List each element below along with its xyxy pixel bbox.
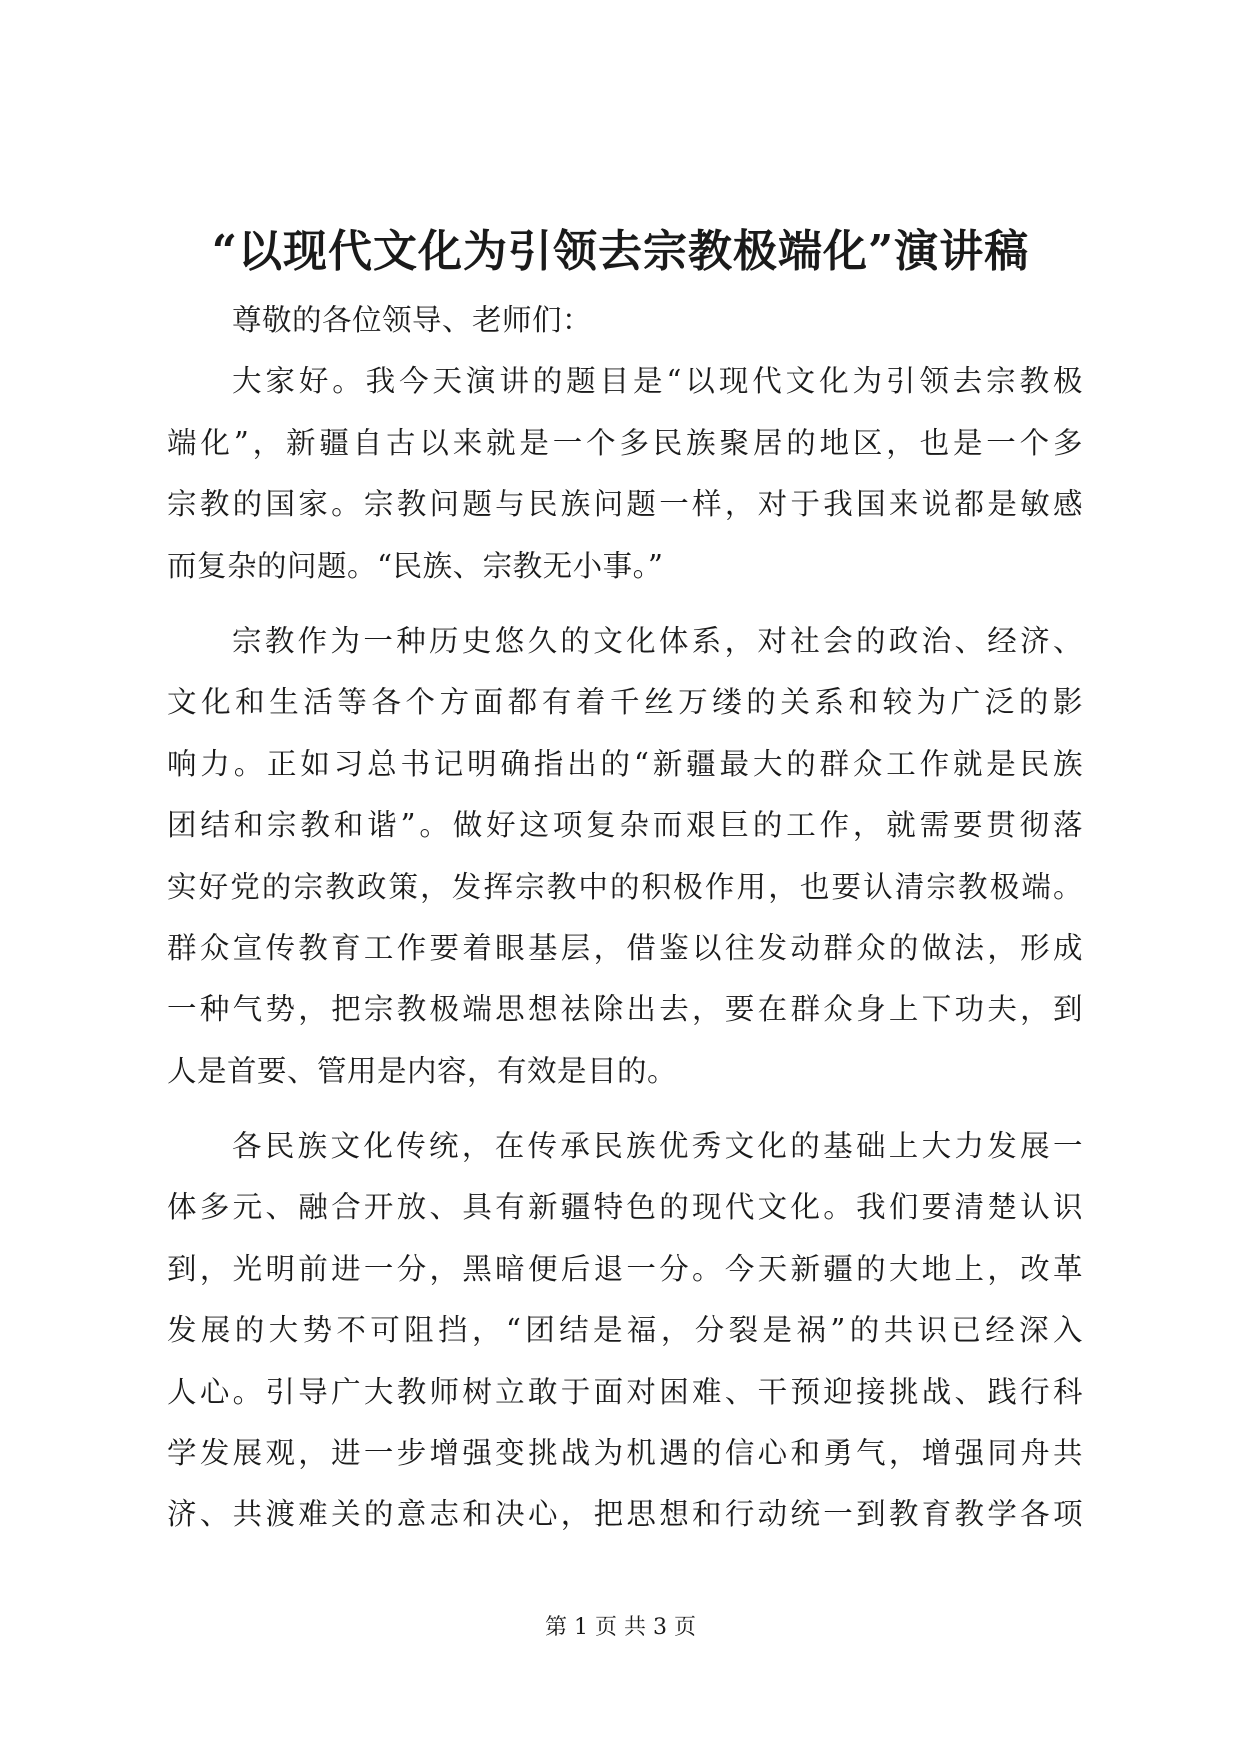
paragraph-3-line-4: 发展的大势不可阻挡，“团结是福，分裂是祸”的共识已经深入 (167, 1313, 1083, 1348)
paragraph-2-line-5: 实好党的宗教政策，发挥宗教中的积极作用，也要认清宗教极端。 (167, 869, 1083, 904)
page-number-footer: 第 1 页 共 3 页 (545, 1615, 696, 1640)
paragraph-1-line-4: 而复杂的问题。“民族、宗教无小事。” (167, 548, 664, 583)
paragraph-1-line-1: 大家好。我今天演讲的题目是“以现代文化为引领去宗教极 (232, 364, 1083, 399)
paragraph-1-line-2: 端化”，新疆自古以来就是一个多民族聚居的地区，也是一个多 (167, 425, 1083, 460)
paragraph-3-line-1: 各民族文化传统，在传承民族优秀文化的基础上大力发展一 (232, 1129, 1083, 1164)
paragraph-3-line-3: 到，光明前进一分，黑暗便后退一分。今天新疆的大地上，改革 (167, 1251, 1083, 1286)
paragraph-1-line-3: 宗教的国家。宗教问题与民族问题一样，对于我国来说都是敏感 (167, 487, 1083, 522)
paragraph-2-line-7: 一种气势，把宗教极端思想祛除出去，要在群众身上下功夫，到 (167, 992, 1083, 1027)
paragraph-2-line-2: 文化和生活等各个方面都有着千丝万缕的关系和较为广泛的影 (167, 685, 1083, 720)
document-body (167, 290, 1083, 1546)
paragraph-2-line-1: 宗教作为一种历史悠久的文化体系，对社会的政治、经济、 (232, 623, 1083, 658)
paragraph-3-line-7: 济、共渡难关的意志和决心，把思想和行动统一到教育教学各项 (167, 1497, 1083, 1532)
paragraph-2-line-6: 群众宣传教育工作要着眼基层，借鉴以往发动群众的做法，形成 (167, 930, 1083, 965)
paragraph-3-line-2: 体多元、融合开放、具有新疆特色的现代文化。我们要清楚认识 (167, 1190, 1083, 1225)
greeting-line: 尊敬的各位领导、老师们： (232, 303, 593, 337)
paragraph-3-line-6: 学发展观，进一步增强变挑战为机遇的信心和勇气，增强同舟共 (167, 1436, 1083, 1471)
paragraph-2-line-4: 团结和宗教和谐”。做好这项复杂而艰巨的工作，就需要贯彻落 (167, 808, 1083, 843)
paragraph-2-line-3: 响力。正如习总书记明确指出的“新疆最大的群众工作就是民族 (167, 746, 1083, 781)
paragraph-2-line-8: 人是首要、管用是内容，有效是目的。 (167, 1053, 678, 1088)
document-title: “以现代文化为引领去宗教极端化”演讲稿 (211, 226, 1030, 277)
paragraph-3-line-5: 人心。引导广大教师树立敢于面对困难、干预迎接挑战、践行科 (167, 1374, 1083, 1409)
